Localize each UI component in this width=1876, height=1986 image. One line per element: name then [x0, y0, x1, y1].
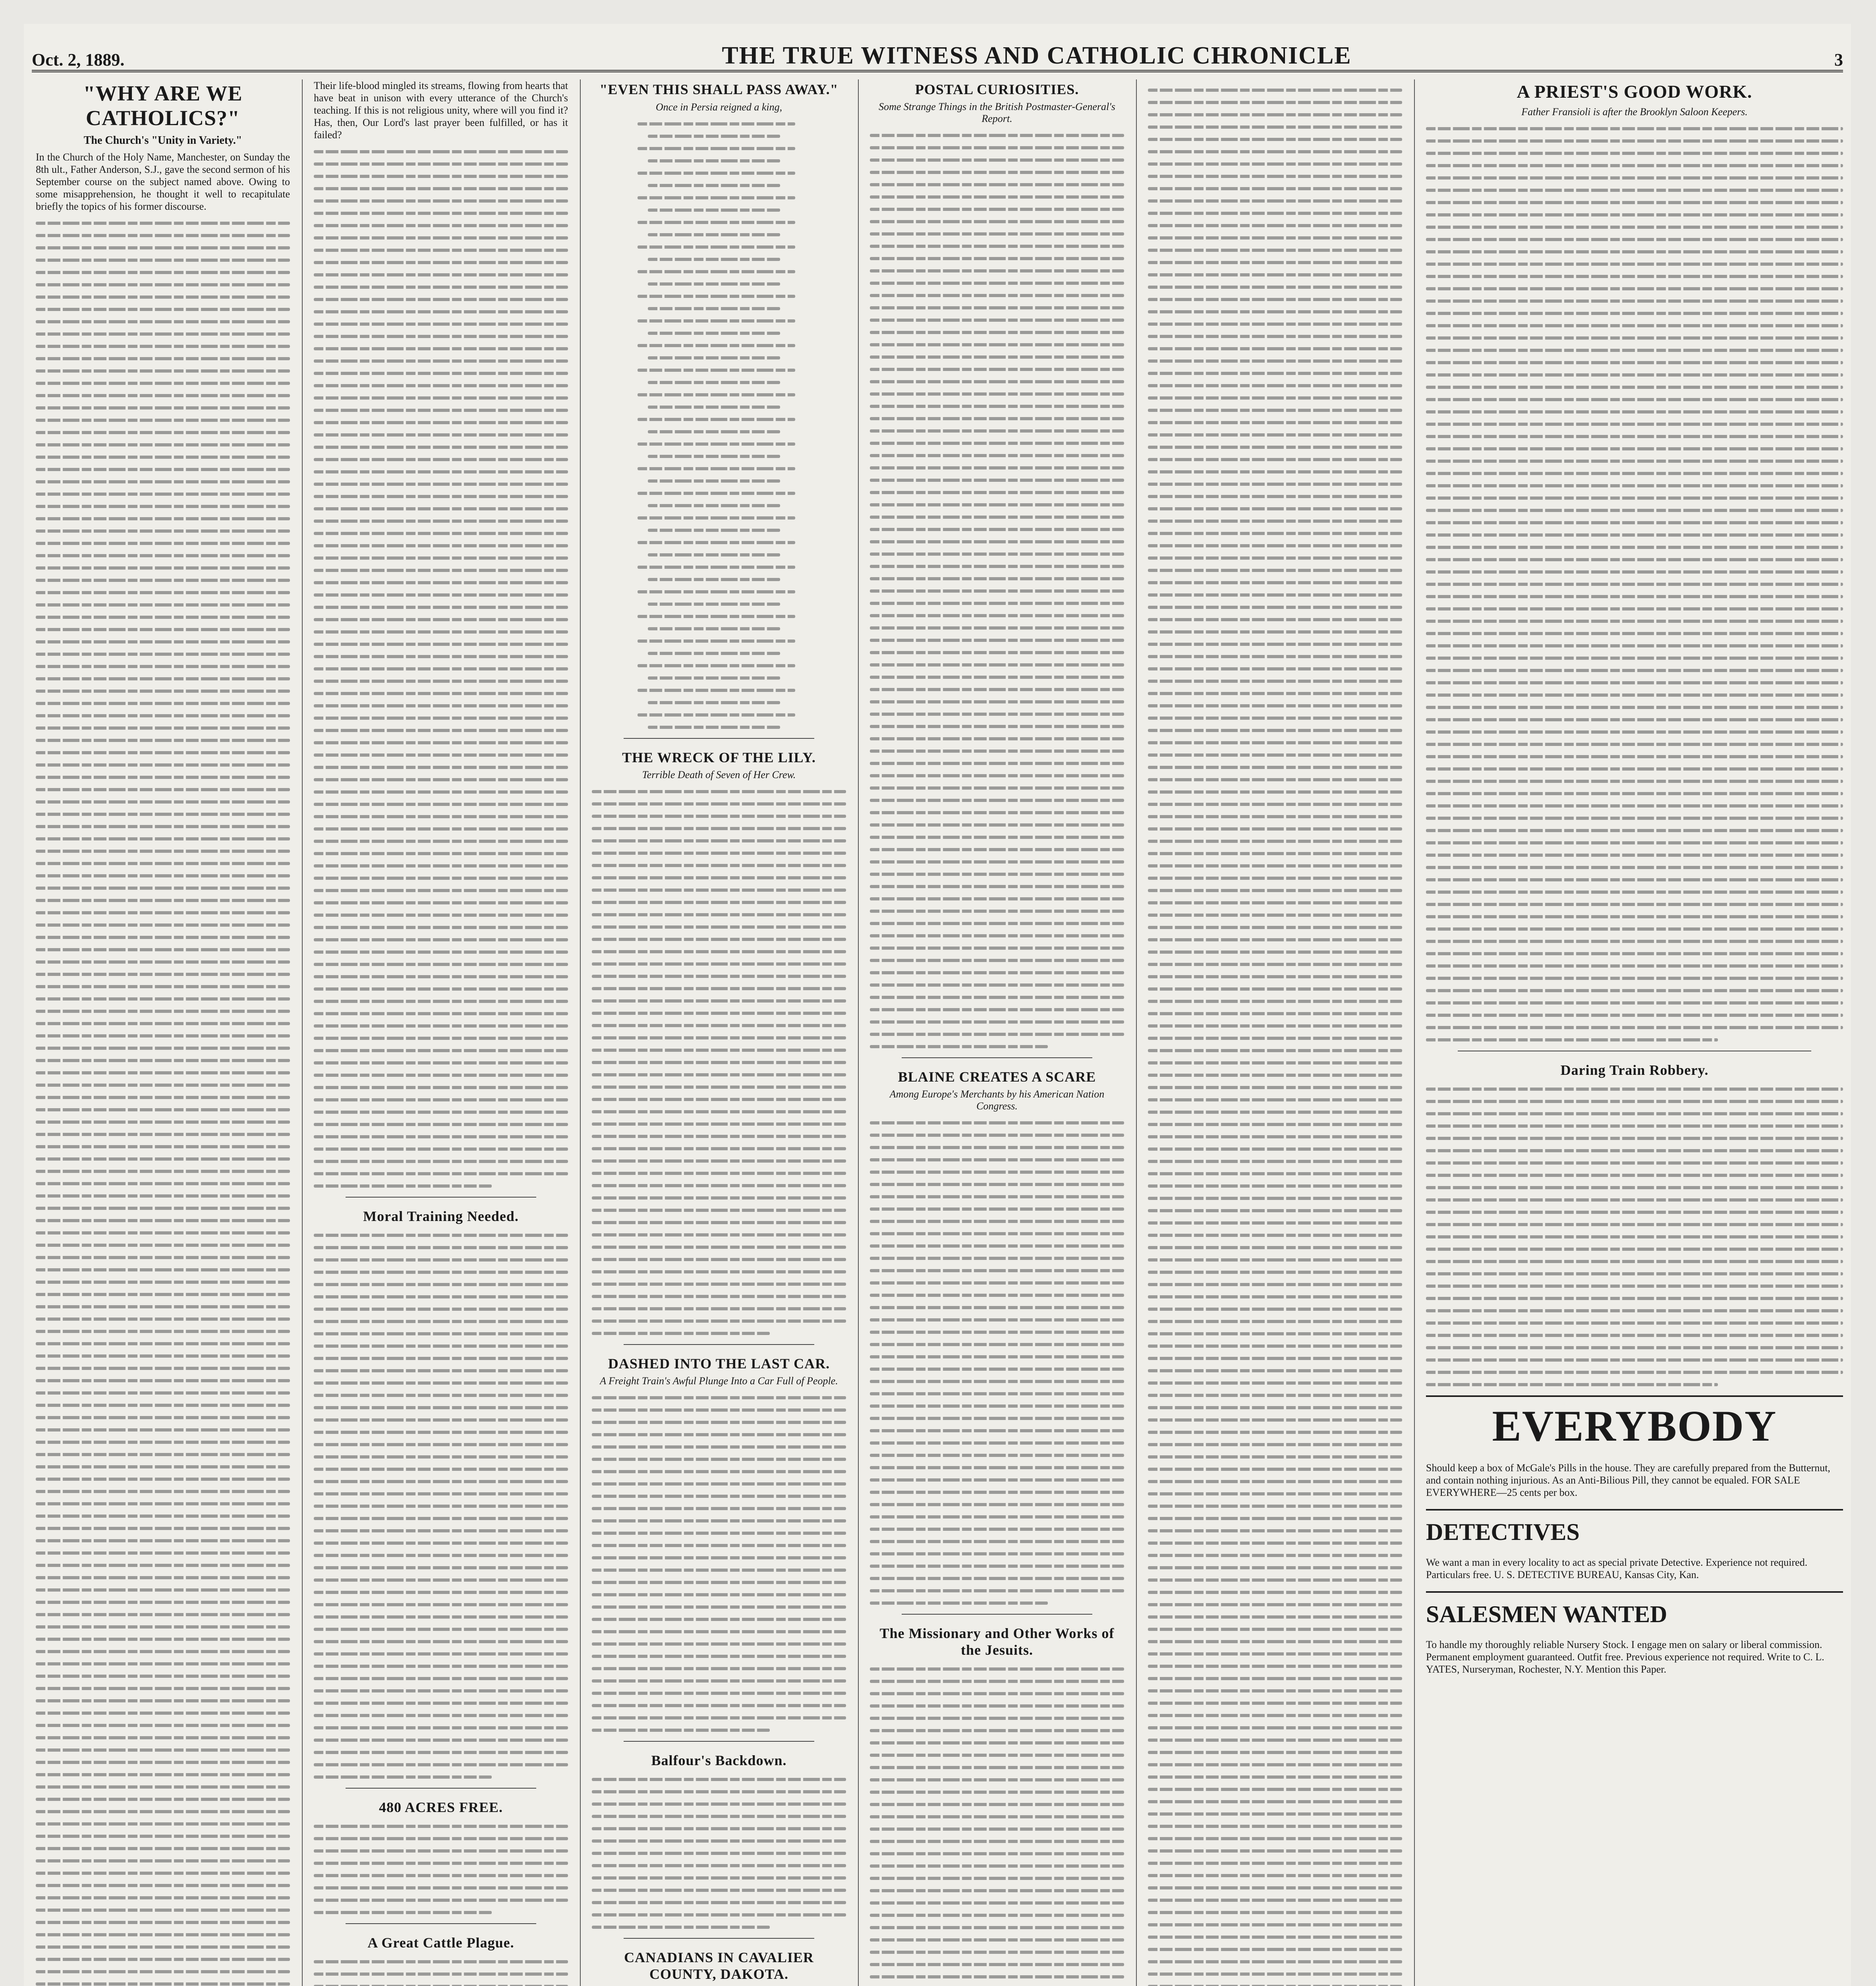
article-opening: In the Church of the Holy Name, Manchester, on Sunday the 8th ult., Father Anderson, S.J., gave the second sermon of his September course on the subject named above. Owing to some misapprehension, he thought it well to recapitulate briefly the topics of his former discourse. [36, 151, 290, 212]
page-number: 3 [1834, 50, 1843, 70]
masthead [32, 32, 1843, 72]
newspaper-page [24, 24, 1851, 1986]
article-body [592, 790, 846, 1335]
column-4 [870, 79, 1124, 1986]
article-body [314, 1960, 568, 1986]
column-3 [592, 79, 846, 1986]
article-body [314, 1234, 568, 1779]
subheadline: Father Fransioli is after the Brooklyn Saloon Keepers. [1521, 106, 1748, 118]
article-body [36, 222, 290, 1986]
headline-daring-train-robbery: Daring Train Robbery. [1560, 1062, 1709, 1078]
headline-480-acres: 480 ACRES FREE. [379, 1799, 503, 1815]
poem-first-line: Once in Persia reigned a king, [655, 101, 782, 113]
column-rule [302, 79, 303, 1986]
article-body [1148, 89, 1402, 1986]
ad-detectives-text: We want a man in every locality to act as special private Detective. Experience not required. Particulars free. U. S. DETECTIVE BUREAU, Kansas City, Kan. [1426, 1557, 1808, 1580]
subheadline: Some Strange Things in the British Postmaster-General's Report. [879, 101, 1115, 124]
continued-text: Their life-blood mingled its streams, flowing from hearts that have beat in unison with every utterance of the Church's teaching. If this is not religious unity, where will you find it? Has, then, Our Lord's last prayer been fulfilled, or has it failed? [314, 80, 568, 141]
article-body [1426, 1088, 1843, 1386]
headline-cattle-plague: A Great Cattle Plague. [367, 1935, 514, 1951]
article-body [1426, 127, 1843, 1041]
column-rule [1136, 79, 1137, 1986]
headline-balfours-backdown: Balfour's Backdown. [651, 1752, 787, 1768]
issue-date: Oct. 2, 1889. [32, 50, 125, 70]
headline-postal-curiosities: POSTAL CURIOSITIES. [915, 81, 1079, 97]
headline-wreck-of-lily: THE WRECK OF THE LILY. [622, 750, 816, 765]
poem-body [592, 122, 846, 729]
ad-detectives-title: DETECTIVES [1426, 1519, 1580, 1545]
headline-why-are-we-catholics: "WHY ARE WE CATHOLICS?" [83, 81, 243, 130]
ad-everybody-text: Should keep a box of McGale's Pills in the house. They are carefully prepared from the Butternut, and contain nothing injurious. As an Anti-Bilious Pill, they cannot be equaled. FOR SALE EVERYWHERE—25 cents per box. [1426, 1462, 1830, 1498]
article-body [314, 150, 568, 1188]
column-1 [36, 79, 290, 1986]
subheadline: Among Europe's Merchants by his American Nation Congress. [889, 1088, 1105, 1112]
article-body [870, 1667, 1124, 1986]
subheadline: A Freight Train's Awful Plunge Into a Car Full of People. [600, 1375, 838, 1387]
headline-missionary-jesuits: The Missionary and Other Works of the Jesuits. [879, 1625, 1115, 1658]
ad-everybody-title: EVERYBODY [1426, 1395, 1843, 1451]
headline-moral-training: Moral Training Needed. [363, 1208, 519, 1224]
article-body [870, 1121, 1124, 1605]
column-6 [1426, 79, 1843, 1986]
column-2 [314, 79, 568, 1986]
article-body [870, 134, 1124, 1048]
headline-dashed-into-last-car: DASHED INTO THE LAST CAR. [608, 1356, 830, 1372]
column-rule [580, 79, 581, 1986]
column-rule [1414, 79, 1415, 1986]
column-rule [858, 79, 859, 1986]
ad-salesmen [1426, 1591, 1843, 1675]
headline-priests-good-work: A PRIEST'S GOOD WORK. [1517, 81, 1752, 102]
article-body [592, 1396, 846, 1732]
ad-salesmen-title: SALESMEN WANTED [1426, 1601, 1667, 1627]
subheadline: The Church's "Unity in Variety." [83, 134, 242, 147]
subheadline: Terrible Death of Seven of Her Crew. [642, 769, 796, 780]
headline-even-this-shall-pass: "EVEN THIS SHALL PASS AWAY." [599, 81, 839, 97]
ad-salesmen-text: To handle my thoroughly reliable Nursery Stock. I engage men on salary or liberal commission. Permanent employment guaranteed. Outfit free. Previous experience not required. Write to C. L. YATES, Nurseryman, Rochester, N.Y. Mention this Paper. [1426, 1639, 1824, 1675]
newspaper-title: THE TRUE WITNESS AND CATHOLIC CHRONICLE [722, 42, 1352, 69]
column-5 [1148, 79, 1402, 1986]
ad-detectives [1426, 1509, 1843, 1581]
headline-canadians-cavalier: CANADIANS IN CAVALIER COUNTY, DAKOTA. [624, 1949, 814, 1982]
headline-blaine-creates-scare: BLAINE CREATES A SCARE [898, 1069, 1096, 1085]
article-body [592, 1778, 846, 1929]
article-body [314, 1825, 568, 1914]
